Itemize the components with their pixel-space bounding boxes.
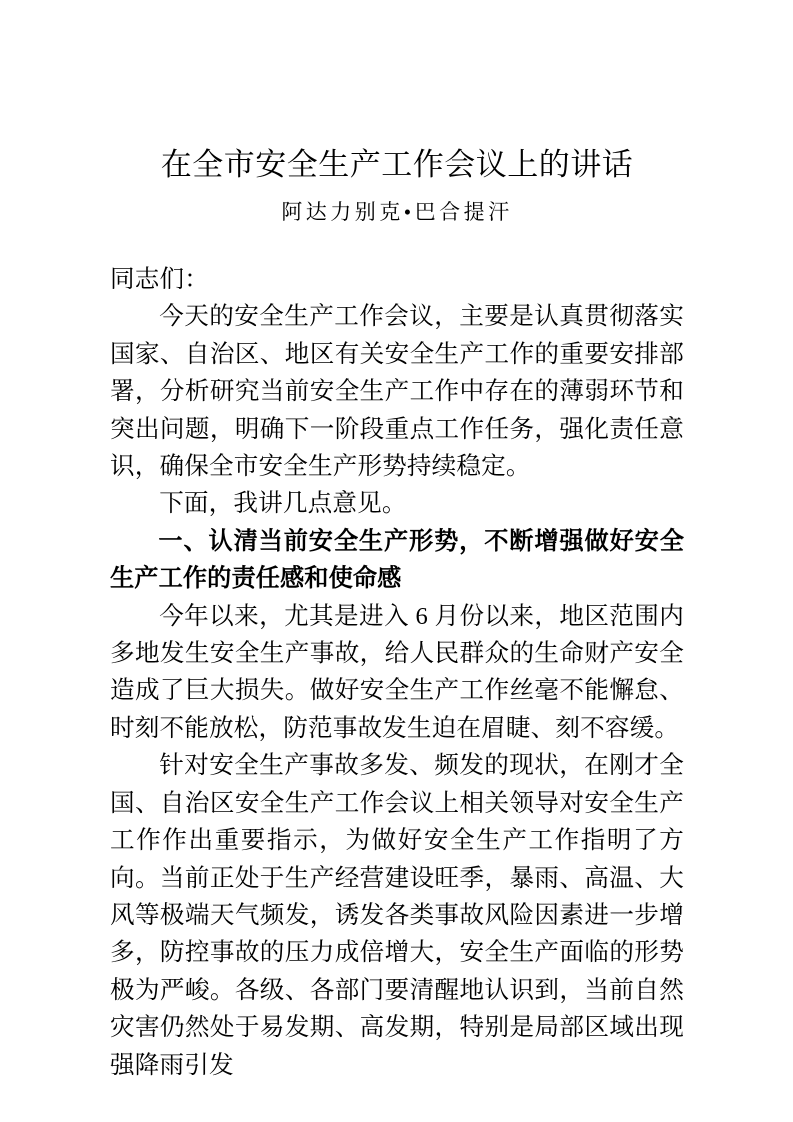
- document-content-column: [110, 0, 684, 1084]
- body-paragraph: 今天的安全生产工作会议，主要是认真贯彻落实国家、自治区、地区有关安全生产工作的重要安排部署，分析研究当前安全生产工作中存在的薄弱环节和突出问题，明确下一阶段重点工作任务，强化责任意识，确保全市安全生产形势持续稳定。: [110, 303, 684, 481]
- section-heading-one: 一、认清当前安全生产形势，不断增强做好安全生产工作的责任感和使命感: [110, 527, 684, 593]
- body-paragraph: 今年以来，尤其是进入 6 月份以来，地区范围内多地发生安全生产事故，给人民群众的生命财产安全造成了巨大损失。做好安全生产工作丝毫不能懈怠、时刻不能放松，防范事故发生迫在眉睫、刻不容缓。: [110, 602, 684, 742]
- subtitle-body-gap: [110, 231, 684, 261]
- body-paragraph: 下面，我讲几点意见。: [159, 490, 407, 518]
- document-author: 阿达力别克•巴合提汗: [281, 200, 513, 224]
- page-title: 在全市安全生产工作会议上的讲话: [160, 147, 634, 182]
- salutation: 同志们：: [110, 266, 209, 293]
- title-top-spacer: [110, 0, 684, 143]
- body-paragraph: 针对安全生产事故多发、频发的现状，在刚才全国、自治区安全生产工作会议上相关领导对安全生产工作作出重要指示，为做好安全生产工作指明了方向。当前正处于生产经营建设旺季，暴雨、高温、大风等极端天气频发，诱发各类事故风险因素进一步增多，防控事故的压力成倍增大，安全生产面临的形势极为严峻。各级、各部门要清醒地认识到，当前自然灾害仍然处于易发期、高发期，特别是局部区域出现强降雨引发: [110, 752, 684, 1079]
